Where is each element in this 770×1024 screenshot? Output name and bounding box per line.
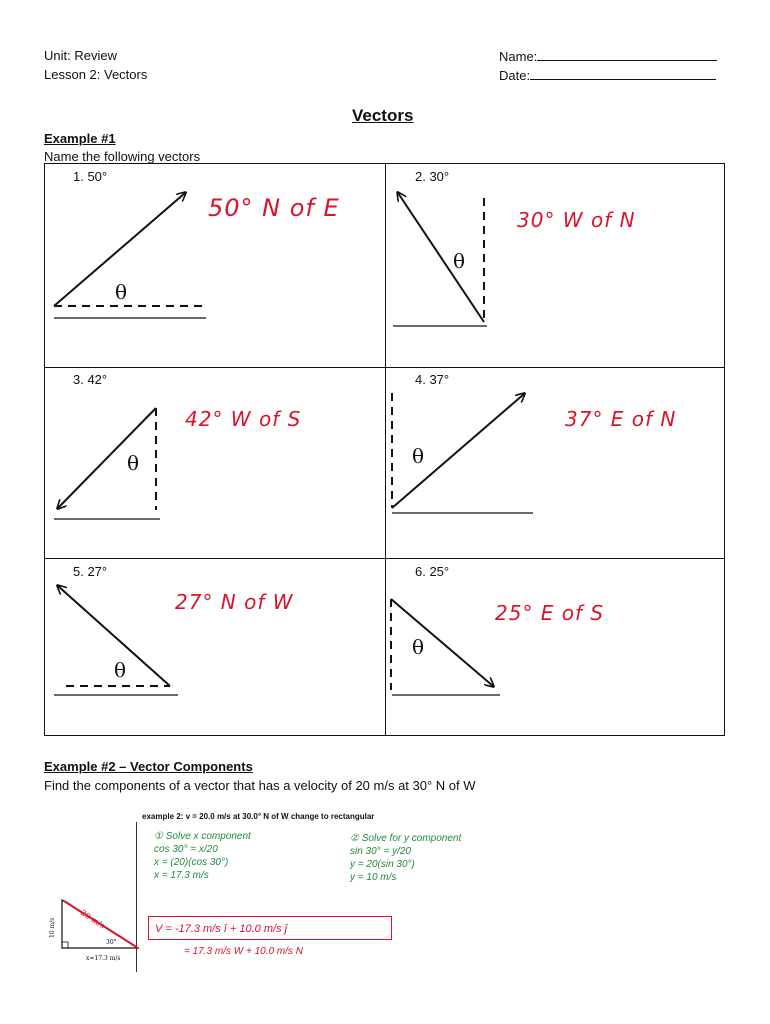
triangle-x-label: x=17.3 m/s [86, 955, 121, 962]
item1-answer: 50° N of E [208, 194, 340, 222]
step2-line2: y = 20(sin 30°) [350, 859, 415, 870]
vector1-theta: θ [115, 280, 128, 304]
page-title: Vectors [352, 106, 414, 125]
step2-title: ② Solve for y component [350, 833, 462, 844]
vector5-theta: θ [114, 658, 127, 682]
step1-line1: cos 30° = x/20 [154, 844, 218, 855]
item6-answer: 25° E of S [495, 601, 605, 625]
item3-answer: 42° W of S [185, 407, 302, 431]
item6-label: 6. 25° [415, 564, 450, 579]
worked-solution-image [44, 808, 604, 978]
vector6-arrow [391, 599, 493, 686]
item1-label: 1. 50° [73, 169, 108, 184]
vector3-diagram [54, 408, 160, 519]
example2-instruction: Find the components of a vector that has a velocity of 20 m/s at 30° N of W [44, 778, 476, 793]
unit-label: Unit: Review [44, 48, 117, 63]
step2-line3: y = 10 m/s [350, 872, 397, 883]
date-label: Date: [499, 68, 531, 83]
component-triangle [44, 888, 144, 978]
triangle-y-label: 10 m/s [49, 917, 56, 938]
vector2-theta: θ [453, 249, 466, 273]
step1-line3: x = 17.3 m/s [154, 870, 209, 881]
item2-answer: 30° W of N [517, 208, 636, 232]
item4-label: 4. 37° [415, 372, 450, 387]
vector6-diagram [391, 599, 500, 695]
vector3-theta: θ [127, 451, 140, 475]
item5-label: 5. 27° [73, 564, 108, 579]
vector6-theta: θ [412, 635, 425, 659]
vector2-arrow [398, 193, 484, 322]
step2-block [350, 832, 461, 884]
result-line2: = 17.3 m/s W + 10.0 m/s N [184, 946, 303, 957]
example1-heading: Example #1 [44, 131, 116, 146]
vector1-diagram [54, 193, 206, 318]
step2-line1: sin 30° = y/20 [350, 846, 411, 857]
vector4-theta: θ [412, 444, 425, 468]
lesson-label: Lesson 2: Vectors [44, 67, 148, 82]
result-box: V = -17.3 m/s î + 10.0 m/s ĵ [148, 916, 392, 940]
example2-heading: Example #2 – Vector Components [44, 759, 253, 774]
item4-answer: 37° E of N [565, 407, 677, 431]
vector2-diagram [393, 193, 487, 326]
step1-block [154, 830, 251, 882]
triangle-angle-label: 30° [106, 939, 117, 946]
step1-title: ① Solve x component [154, 831, 251, 842]
item3-label: 3. 42° [73, 372, 108, 387]
item2-label: 2. 30° [415, 169, 450, 184]
example2-problem: example 2: v = 20.0 m/s at 30.0° N of W change to rectangular [142, 812, 375, 821]
triangle-hypotenuse-label: 20 m/s [78, 908, 107, 931]
name-label: Name: [499, 49, 538, 64]
step1-line2: x = (20)(cos 30°) [154, 857, 229, 868]
vector3-arrow [58, 408, 156, 508]
item5-answer: 27° N of W [175, 590, 294, 614]
example1-instruction: Name the following vectors [44, 149, 201, 164]
